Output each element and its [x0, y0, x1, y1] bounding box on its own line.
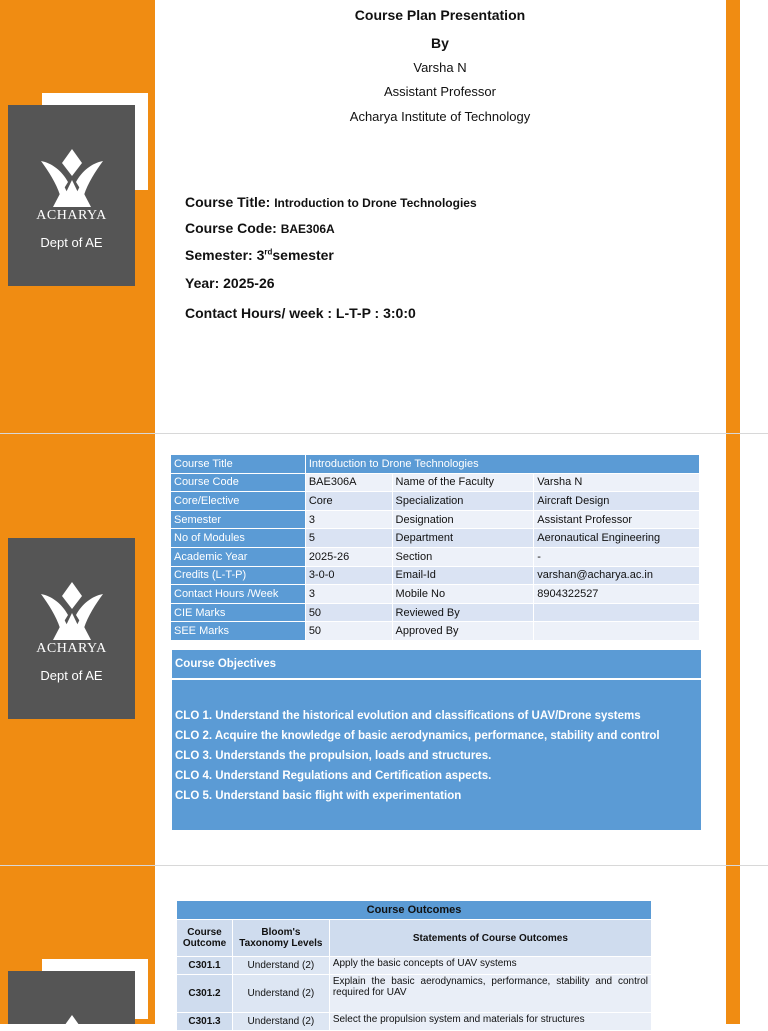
table-cell-label: Contact Hours /Week: [171, 585, 306, 604]
table-cell: Specialization: [392, 492, 534, 511]
acharya-logo-icon: [38, 582, 106, 640]
table-cell: Varsha N: [534, 473, 700, 492]
objectives-list: [172, 680, 701, 830]
table-cell-label: Course Code: [171, 473, 306, 492]
presenter-role: Assistant Professor: [384, 84, 496, 99]
table-row: [171, 603, 700, 622]
course-title-value: Introduction to Drone Technologies: [274, 196, 477, 210]
course-details-table: [170, 454, 700, 641]
table-row: [171, 566, 700, 585]
contact-hours-line: Contact Hours/ week : L-T-P : 3:0:0: [185, 305, 416, 321]
table-cell: -: [534, 547, 700, 566]
table-cell-label: Course Title: [171, 455, 306, 474]
outcomes-title: Course Outcomes: [177, 901, 652, 920]
table-cell: 3: [305, 585, 392, 604]
table-cell: Section: [392, 547, 534, 566]
outcome-id: C301.3: [177, 1013, 233, 1031]
year-line: Year: 2025-26: [185, 275, 275, 291]
logo-wordmark: ACHARYA: [36, 208, 107, 223]
outcome-level: Understand (2): [232, 1013, 329, 1031]
table-cell-label: Semester: [171, 510, 306, 529]
table-cell: 50: [305, 622, 392, 641]
table-row: [177, 901, 652, 920]
logo-dept-label: Dept of AE: [40, 235, 103, 250]
table-row: [171, 473, 700, 492]
presentation-title: Course Plan Presentation: [354, 7, 526, 23]
outcome-level: Understand (2): [232, 975, 329, 1013]
course-title-label: Course Title:: [185, 194, 275, 210]
table-cell: Aeronautical Engineering: [534, 529, 700, 548]
course-code-line: [185, 220, 335, 236]
column-header: Course Outcome: [177, 920, 233, 957]
table-cell: [534, 603, 700, 622]
presentation-by: By: [431, 35, 449, 51]
table-cell: 8904322527: [534, 585, 700, 604]
table-cell-value: Introduction to Drone Technologies: [305, 455, 699, 474]
table-row: [171, 455, 700, 474]
table-cell: Name of the Faculty: [392, 473, 534, 492]
orange-edge-bar: [726, 0, 740, 433]
logo-dept-label: Dept of AE: [40, 668, 103, 683]
outcome-statement: Select the propulsion system and materials for structures: [329, 1013, 651, 1031]
table-cell-label: Core/Elective: [171, 492, 306, 511]
outcome-id: C301.2: [177, 975, 233, 1013]
semester-rest: semester: [272, 247, 334, 263]
semester-label: Semester: 3: [185, 247, 265, 263]
table-row: [171, 585, 700, 604]
table-cell: Email-Id: [392, 566, 534, 585]
course-code-label: Course Code:: [185, 220, 281, 236]
table-row: [177, 975, 652, 1013]
table-row: [177, 1013, 652, 1031]
table-cell-label: Academic Year: [171, 547, 306, 566]
logo-panel: [8, 538, 135, 719]
table-row: [177, 957, 652, 975]
slide-title: [0, 0, 768, 433]
table-row: [171, 622, 700, 641]
table-cell: 2025-26: [305, 547, 392, 566]
outcome-statement: Apply the basic concepts of UAV systems: [329, 957, 651, 975]
acharya-logo-icon: [38, 1015, 106, 1024]
course-outcomes-table: [176, 900, 652, 1031]
objective-item: CLO 3. Understands the propulsion, loads and structures.: [175, 750, 492, 762]
table-cell: varshan@acharya.ac.in: [534, 566, 700, 585]
table-header-row: [177, 920, 652, 957]
table-cell-label: Credits (L-T-P): [171, 566, 306, 585]
objectives-heading: Course Objectives: [172, 650, 701, 678]
table-cell: Assistant Professor: [534, 510, 700, 529]
acharya-logo-icon: [38, 149, 106, 207]
objective-item: CLO 1. Understand the historical evolution and classifications of UAV/Drone systems: [175, 710, 641, 722]
orange-edge-bar: [726, 434, 740, 865]
objective-item: CLO 4. Understand Regulations and Certification aspects.: [175, 770, 492, 782]
table-cell: 5: [305, 529, 392, 548]
table-cell: Mobile No: [392, 585, 534, 604]
orange-edge-bar: [726, 866, 740, 1024]
table-cell: 3: [305, 510, 392, 529]
table-cell-label: CIE Marks: [171, 603, 306, 622]
logo-panel: [8, 105, 135, 286]
presenter-name: Varsha N: [413, 60, 467, 75]
outcome-id: C301.1: [177, 957, 233, 975]
logo-wordmark: ACHARYA: [36, 641, 107, 656]
table-cell-label: No of Modules: [171, 529, 306, 548]
presenter-institute: Acharya Institute of Technology: [349, 109, 531, 124]
table-cell: Department: [392, 529, 534, 548]
column-header: Statements of Course Outcomes: [329, 920, 651, 957]
table-cell-label: SEE Marks: [171, 622, 306, 641]
course-code-value: BAE306A: [280, 222, 335, 236]
table-cell: Core: [305, 492, 392, 511]
semester-line: [185, 247, 334, 263]
table-cell: Approved By: [392, 622, 534, 641]
table-row: [171, 529, 700, 548]
course-title-line: [185, 194, 477, 210]
table-cell: Aircraft Design: [534, 492, 700, 511]
table-cell: Reviewed By: [392, 603, 534, 622]
table-cell: [534, 622, 700, 641]
outcome-statement: Explain the basic aerodynamics, performance, stability and control required for UAV: [329, 975, 651, 1013]
table-cell: BAE306A: [305, 473, 392, 492]
logo-panel: [8, 971, 135, 1024]
table-cell: Designation: [392, 510, 534, 529]
outcome-level: Understand (2): [232, 957, 329, 975]
table-cell: 50: [305, 603, 392, 622]
semester-sup: rd: [264, 247, 273, 257]
objective-item: CLO 5. Understand basic flight with experimentation: [175, 790, 462, 802]
table-row: [171, 547, 700, 566]
objective-item: CLO 2. Acquire the knowledge of basic aerodynamics, performance, stability and control: [175, 730, 660, 742]
table-row: [171, 510, 700, 529]
column-header: Bloom's Taxonomy Levels: [232, 920, 329, 957]
table-cell: 3-0-0: [305, 566, 392, 585]
table-row: [171, 492, 700, 511]
